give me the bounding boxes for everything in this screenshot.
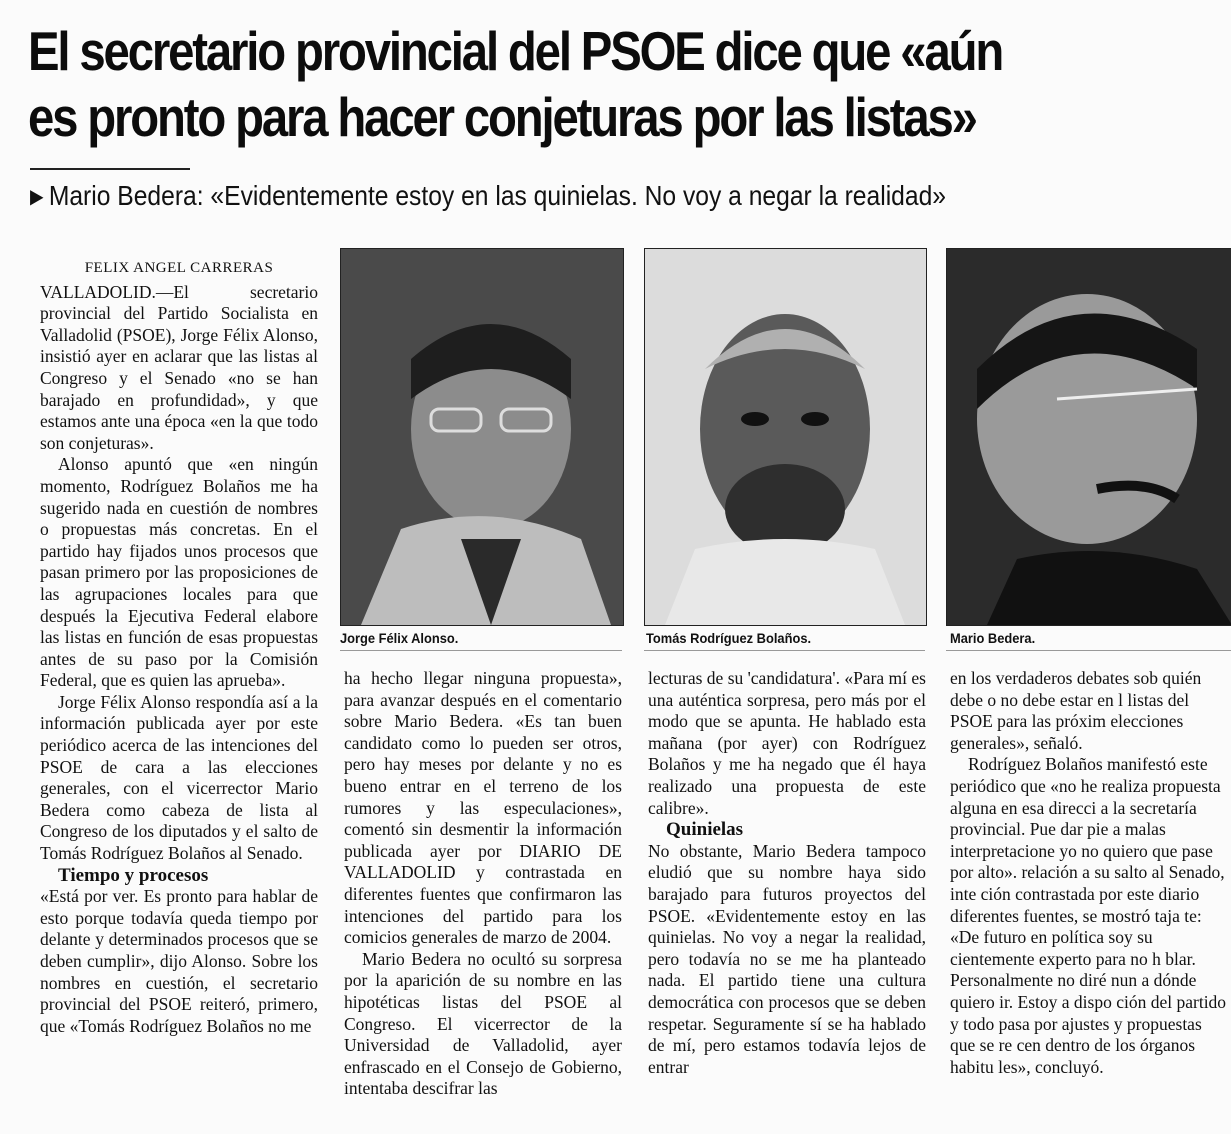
triangle-bullet-icon: ▶ bbox=[30, 185, 44, 208]
paragraph: VALLADOLID.—El secretario provincial del Partido Socialista en Valladolid (PSOE), Jorge Félix Alonso, insistió ayer en aclarar que las listas al Congreso y el Senado «no se han barajado en profundidad», y que estamos ante una época «en la que todo son conjeturas». bbox=[40, 281, 318, 453]
photo-jorge-felix-alonso bbox=[340, 248, 624, 626]
subheadline-text: Mario Bedera: «Evidentemente estoy en las quinielas. No voy a negar la realidad» bbox=[48, 180, 946, 211]
portrait-image bbox=[645, 249, 926, 625]
section-heading: Quinielas bbox=[666, 819, 744, 841]
paragraph: Alonso apuntó que «en ningún momento, Rodríguez Bolaños me ha sugerido nada en cuestión de nombres o propuestas más concretas. En el partido hay fijados unos procesos que pasan primero por las proposiciones de las agrupaciones locales para que después la Ejecutiva Federal elabore las listas en función de esas propuestas antes de su paso por la Comisión Federal, que es quien las aprueba». bbox=[40, 454, 318, 691]
paragraph: «Está por ver. Es pronto para hablar de esto porque todavía queda tiempo por delante y determinados procesos que se deben cumplir», dijo Alonso. Sobre los nombres en cuestión, el secretario provincial del PSOE reiteró, primero, que «Tomás Rodríguez Bolaños no me bbox=[40, 886, 318, 1036]
article-column-4 bbox=[950, 668, 1231, 1108]
photo-caption: Jorge Félix Alonso. bbox=[340, 630, 459, 646]
headline-line-2: es pronto para hacer conjeturas por las listas» bbox=[28, 86, 976, 148]
portrait-image bbox=[947, 249, 1231, 625]
caption-divider bbox=[644, 650, 925, 651]
photo-tomas-rodriguez-bolanos bbox=[644, 248, 927, 626]
subheadline bbox=[30, 176, 946, 216]
paragraph: ha hecho llegar ninguna propuesta», para avanzar después en el comentario sobre Mario Bedera. «Es tan buen candidato como lo pueden ser otros, pero hay meses por delante y no es bueno entrar en el terreno de los rumores y las especulaciones», comentó sin desmentir la información publicada ayer por DIARIO DE VALLADOLID y contrastada en diferentes fuentes que confirmaron las intenciones del partido para los comicios generales de marzo de 2004. bbox=[344, 668, 622, 948]
paragraph: Mario Bedera no ocultó su sorpresa por la aparición de su nombre en las hipotéticas listas del PSOE al Congreso. El vicerrector de la Universidad de Valladolid, ayer enfrascado en el Consejo de Gobierno, intentaba descifrar las bbox=[344, 948, 622, 1099]
paragraph: en los verdaderos debates sob quién debe o no debe estar en l listas del PSOE para las próxim elecciones generales», señaló. bbox=[950, 668, 1202, 753]
headline bbox=[28, 18, 1060, 150]
photo-mario-bedera bbox=[946, 248, 1231, 626]
caption-divider bbox=[340, 650, 622, 651]
paragraph: Jorge Félix Alonso respondía así a la información publicada ayer por este periódico acerca de las intenciones del PSOE de cara a las elecciones generales, con el vicerrector Mario Bedera como cabeza de lista al Congreso de los diputados y el salto de Tomás Rodríguez Bolaños al Senado. bbox=[40, 691, 318, 864]
article-column-1 bbox=[40, 258, 318, 1037]
paragraph: No obstante, Mario Bedera tampoco eludió que su nombre haya sido barajado para futuros proyectos del PSOE. «Evidentemente estoy en las quinielas. No voy a negar la realidad, pero todavía no se me ha planteado nada. El partido tiene una cultura democrática con procesos que se deben respetar. Seguramente sí se ha hablado de mí, pero estamos todavía lejos de entrar bbox=[648, 840, 926, 1077]
portrait-image bbox=[341, 249, 623, 625]
headline-rule bbox=[30, 168, 190, 170]
paragraph: Rodríguez Bolaños manifestó este periódico que «no he realiza propuesta alguna en esa direcci a la secretaría provincial. Pue dar pie a malas interpretacione yo no quiero que pase por alto». relación a su salto al Senado, inte ción contrastada por este diario diferentes fuentes, se mostró taja te: «De futuro en política soy su cientemente experto para no h blar. Personalmente no diré nun a dónde quiero ir. Estoy a dispo ción del partido y todo pasa por ajustes y propuestas que se re cen dentro de los órganos habitu les», concluyó. bbox=[950, 754, 1227, 1077]
paragraph: lecturas de su 'candidatura'. «Para mí es una auténtica sorpresa, pero más por el modo que se apunta. He hablado esta mañana (por ayer) con Rodríguez Bolaños y me ha negado que él haya realizado una propuesta de este calibre». bbox=[648, 668, 926, 818]
byline: FELIX ANGEL CARRERAS bbox=[84, 260, 274, 276]
caption-divider bbox=[946, 650, 1231, 651]
article-column-2 bbox=[344, 668, 622, 1100]
section-heading: Tiempo y procesos bbox=[58, 864, 209, 886]
photo-caption: Mario Bedera. bbox=[950, 630, 1036, 646]
article-column-3 bbox=[648, 668, 926, 1078]
headline-line-1: El secretario provincial del PSOE dice que «aún bbox=[28, 20, 1003, 82]
photo-caption: Tomás Rodríguez Bolaños. bbox=[646, 630, 812, 646]
